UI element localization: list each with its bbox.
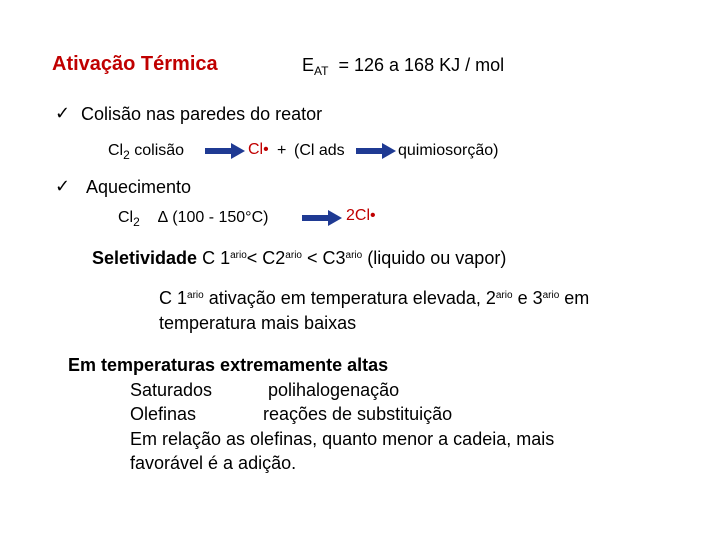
heating-condition: ∆ (100 - 150°C): [158, 209, 269, 226]
cl-subscript: 2: [133, 215, 140, 229]
c1-note-p2: ativação em temperatura elevada, 2: [203, 288, 496, 308]
c3-sup: ario: [345, 250, 363, 261]
reaction1-reactant: [108, 142, 184, 160]
olefinas-note-line2: favorável é a adição.: [130, 453, 297, 473]
c1-note-p4: em: [559, 288, 590, 308]
selectivity-label: Seletividade: [92, 248, 198, 268]
right-arrow-icon: [205, 142, 245, 160]
selectivity-line: [92, 248, 506, 269]
extreme-heading: Em temperaturas extremamente altas: [68, 355, 389, 375]
bullet-aquecimento: Aquecimento: [86, 177, 192, 197]
activation-energy: [302, 55, 504, 76]
colisao-label: colisão: [134, 142, 185, 159]
cl-subscript: 2: [123, 148, 130, 162]
c1-note-line2: temperatura mais baixas: [159, 313, 357, 333]
reaction2-reactant: [118, 209, 140, 227]
energy-subscript: AT: [314, 64, 329, 78]
c1-note-sup1: ario: [187, 290, 204, 301]
c1-note-p3: e 3: [512, 288, 543, 308]
cl-adsorbed: (Cl ads: [294, 142, 345, 159]
olefinas-note-line1: Em relação as olefinas, quanto menor a cadeia, mais: [130, 429, 555, 449]
c1-note-p1: C 1: [159, 288, 188, 308]
reaction2-product: 2Cl•: [346, 207, 376, 224]
saturados-value: polihalogenação: [268, 380, 400, 400]
c1-note-sup3: ario: [542, 290, 560, 301]
quimiosorcao: quimiosorção): [398, 142, 499, 159]
page-title: Ativação Térmica: [52, 53, 218, 75]
c3-label: < C3: [307, 248, 346, 268]
energy-symbol: E: [302, 55, 315, 75]
selectivity-tail: (liquido ou vapor): [367, 248, 507, 268]
cl-symbol: Cl: [118, 209, 134, 226]
right-arrow-icon: [302, 209, 342, 227]
bullet-colisao: Colisão nas paredes do reator: [81, 104, 323, 124]
c1-note-sup2: ario: [495, 290, 513, 301]
olefinas-label: Olefinas: [130, 404, 197, 424]
c1-note-line1: [159, 288, 589, 309]
plus-sign: +: [277, 142, 287, 159]
right-arrow-icon: [356, 142, 396, 160]
check-icon: ✓: [55, 103, 71, 124]
chlorine-radical: Cl•: [248, 141, 269, 158]
olefinas-value: reações de substituição: [263, 404, 453, 424]
saturados-label: Saturados: [130, 380, 213, 400]
check-icon: ✓: [55, 176, 71, 197]
energy-value: = 126 a 168 KJ / mol: [338, 55, 505, 75]
c2-sup: ario: [285, 250, 302, 261]
c1-label: C 1: [202, 248, 231, 268]
cl-symbol: Cl: [108, 142, 124, 159]
c1-sup: ario: [230, 250, 247, 261]
c2-label: < C2: [246, 248, 286, 268]
